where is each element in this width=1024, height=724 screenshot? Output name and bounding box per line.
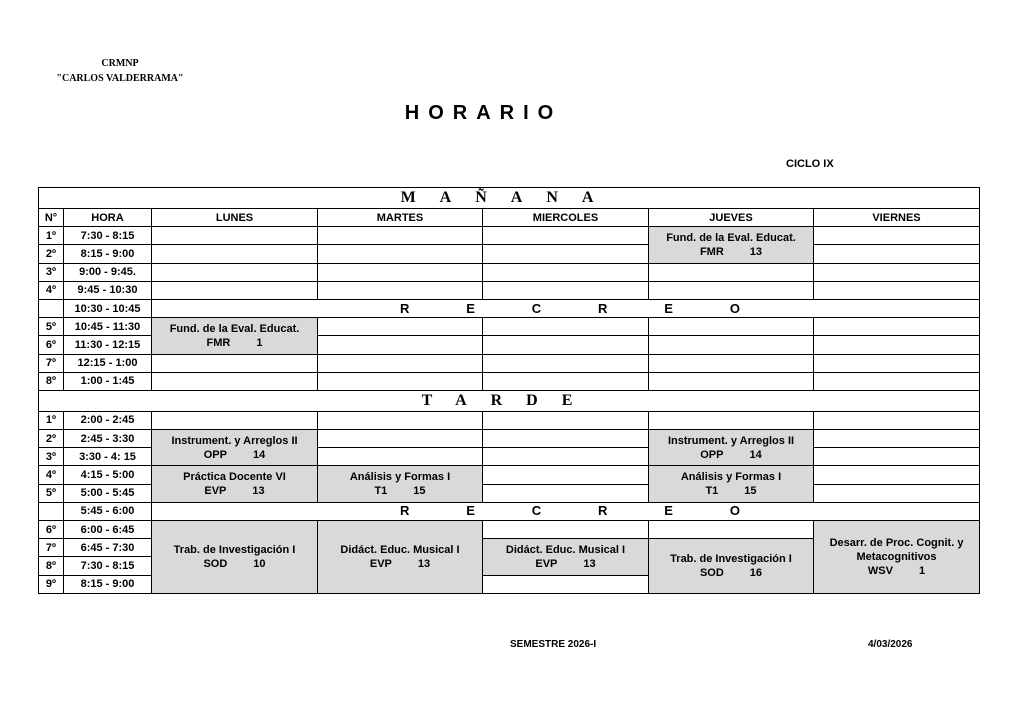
- column-header: MARTES: [318, 209, 483, 227]
- row-number: 2º: [39, 245, 64, 263]
- class-room: 1: [918, 564, 926, 577]
- class-cell-fri_desarr: [814, 521, 980, 594]
- class-room: 15: [744, 485, 757, 498]
- class-room: 15: [413, 485, 426, 498]
- class-name: Instrument. y Arreglos II: [667, 434, 795, 447]
- empty-cell: [318, 227, 483, 245]
- class-cell-thu_anal: [649, 466, 814, 502]
- row-time: 1:00 - 1:45: [64, 372, 152, 390]
- column-header: N°: [39, 209, 64, 227]
- empty-cell: [483, 430, 649, 448]
- empty-cell: [318, 430, 483, 448]
- empty-cell: [483, 448, 649, 466]
- row-number: 6º: [39, 521, 64, 539]
- recess-letter: E: [466, 503, 475, 519]
- class-name: Didáct. Educ. Musical I: [505, 543, 626, 556]
- row-time: 11:30 - 12:15: [64, 336, 152, 354]
- class-cell-mon_fund: [152, 318, 318, 354]
- class-room: 10: [253, 557, 266, 570]
- class-name: Práctica Docente VI: [183, 471, 286, 484]
- recess-letter: O: [729, 300, 740, 316]
- class-cell-thu_trab: [649, 539, 814, 594]
- class-details: [649, 484, 813, 498]
- empty-cell: [483, 318, 649, 336]
- class-cell-mon_instr: [152, 430, 318, 466]
- empty-cell: [483, 411, 649, 429]
- empty-cell: [152, 354, 318, 372]
- empty-cell: [483, 521, 649, 539]
- row-number: 4º: [39, 281, 64, 299]
- class-name: Análisis y Formas I: [349, 471, 451, 484]
- institution-acronym: CRMNP: [101, 58, 139, 69]
- class-room: 14: [252, 448, 266, 461]
- row-number: [39, 299, 64, 317]
- class-details: [152, 557, 317, 571]
- row-number: 8º: [39, 557, 64, 575]
- empty-cell: [483, 372, 649, 390]
- class-name: Trab. de Investigación I: [670, 552, 792, 565]
- empty-cell: [649, 263, 814, 281]
- empty-cell: [318, 336, 483, 354]
- class-teacher: T1: [374, 485, 388, 498]
- empty-cell: [483, 484, 649, 502]
- morning-section-header: MAÑANA: [39, 188, 980, 209]
- empty-cell: [483, 245, 649, 263]
- class-room: 1: [256, 336, 263, 349]
- empty-cell: [814, 484, 980, 502]
- empty-cell: [649, 372, 814, 390]
- row-time: 9:45 - 10:30: [64, 281, 152, 299]
- class-name: Instrument. y Arreglos II: [171, 434, 298, 447]
- class-name: Trab. de Investigación I: [173, 543, 296, 556]
- empty-cell: [814, 430, 980, 448]
- cycle-label: CICLO IX: [786, 158, 834, 170]
- class-cell-tue_anal: [318, 466, 483, 502]
- row-time: 10:30 - 10:45: [64, 299, 152, 317]
- row-time: 10:45 - 11:30: [64, 318, 152, 336]
- empty-cell: [483, 281, 649, 299]
- empty-cell: [483, 354, 649, 372]
- row-time: 5:00 - 5:45: [64, 484, 152, 502]
- schedule-table: [38, 187, 980, 594]
- class-teacher: FMR: [699, 245, 724, 258]
- row-number: 1º: [39, 411, 64, 429]
- class-room: 13: [417, 557, 431, 570]
- class-name: Didáct. Educ. Musical I: [340, 543, 460, 556]
- row-time: 6:00 - 6:45: [64, 521, 152, 539]
- row-time: 2:45 - 3:30: [64, 430, 152, 448]
- empty-cell: [318, 411, 483, 429]
- empty-cell: [483, 263, 649, 281]
- empty-cell: [649, 336, 814, 354]
- recess-letter: C: [531, 300, 542, 316]
- recess-letter: R: [400, 300, 410, 316]
- row-time: 3:30 - 4: 15: [64, 448, 152, 466]
- recess-label: [400, 302, 740, 316]
- empty-cell: [152, 227, 318, 245]
- recess-letter: R: [598, 503, 608, 519]
- class-details: [814, 564, 979, 578]
- row-time: 7:30 - 8:15: [64, 227, 152, 245]
- row-number: 4º: [39, 466, 64, 484]
- empty-cell: [814, 318, 980, 336]
- class-cell-tue_did: [318, 521, 483, 594]
- class-teacher: EVP: [369, 557, 392, 570]
- empty-cell: [483, 575, 649, 593]
- empty-cell: [152, 245, 318, 263]
- class-cell-mon_pract: [152, 466, 318, 502]
- row-time: 12:15 - 1:00: [64, 354, 152, 372]
- row-number: 3º: [39, 263, 64, 281]
- row-number: 8º: [39, 372, 64, 390]
- empty-cell: [814, 336, 980, 354]
- empty-cell: [649, 281, 814, 299]
- class-cell-mon_trab: [152, 521, 318, 594]
- column-header: VIERNES: [814, 209, 980, 227]
- class-details: [649, 566, 813, 580]
- row-number: 5º: [39, 484, 64, 502]
- empty-cell: [318, 263, 483, 281]
- class-details: [649, 448, 813, 462]
- empty-cell: [814, 411, 980, 429]
- empty-cell: [152, 281, 318, 299]
- empty-cell: [318, 318, 483, 336]
- empty-cell: [483, 227, 649, 245]
- empty-cell: [318, 354, 483, 372]
- empty-cell: [814, 281, 980, 299]
- empty-cell: [814, 227, 980, 245]
- institution-name: "CARLOS VALDERRAMA": [56, 73, 184, 84]
- recess-label: [400, 504, 740, 518]
- row-number: 9º: [39, 575, 64, 593]
- row-number: [39, 502, 64, 520]
- row-number: 3º: [39, 448, 64, 466]
- class-teacher: SOD: [699, 566, 724, 579]
- class-teacher: OPP: [700, 448, 724, 461]
- class-details: [318, 484, 482, 498]
- recess-letter: E: [466, 300, 475, 316]
- empty-cell: [814, 372, 980, 390]
- class-teacher: EVP: [204, 485, 227, 498]
- class-name: Fund. de la Eval. Educat.: [666, 231, 796, 244]
- column-header: LUNES: [152, 209, 318, 227]
- afternoon-section-header: TARDE: [39, 390, 980, 411]
- empty-cell: [814, 354, 980, 372]
- class-details: [318, 557, 482, 571]
- column-header: MIERCOLES: [483, 209, 649, 227]
- empty-cell: [152, 372, 318, 390]
- class-cell-thu_fund: [649, 227, 814, 263]
- empty-cell: [318, 245, 483, 263]
- column-header: HORA: [64, 209, 152, 227]
- empty-cell: [152, 263, 318, 281]
- class-name: Análisis y Formas I: [680, 471, 782, 484]
- class-teacher: FMR: [206, 336, 231, 349]
- semester-label: SEMESTRE 2026-I: [510, 639, 597, 650]
- class-name: Desarr. de Proc. Cognit. y Metacognitivos: [829, 536, 964, 563]
- row-time: 7:30 - 8:15: [64, 557, 152, 575]
- recess-row: [152, 299, 980, 317]
- class-details: [649, 245, 813, 259]
- class-room: 13: [749, 245, 763, 258]
- class-cell-wed_did: [483, 539, 649, 575]
- empty-cell: [649, 521, 814, 539]
- row-number: 5º: [39, 318, 64, 336]
- empty-cell: [814, 263, 980, 281]
- class-teacher: EVP: [535, 557, 558, 570]
- empty-cell: [318, 281, 483, 299]
- empty-cell: [814, 466, 980, 484]
- empty-cell: [152, 411, 318, 429]
- row-time: 2:00 - 2:45: [64, 411, 152, 429]
- row-number: 1º: [39, 227, 64, 245]
- empty-cell: [814, 448, 980, 466]
- class-room: 14: [749, 448, 762, 461]
- class-details: [152, 448, 317, 462]
- recess-letter: R: [400, 503, 410, 519]
- row-number: 7º: [39, 539, 64, 557]
- row-number: 7º: [39, 354, 64, 372]
- row-time: 8:15 - 9:00: [64, 245, 152, 263]
- class-name: Fund. de la Eval. Educat.: [169, 322, 300, 335]
- empty-cell: [483, 336, 649, 354]
- row-time: 4:15 - 5:00: [64, 466, 152, 484]
- class-room: 13: [583, 557, 596, 570]
- row-number: 2º: [39, 430, 64, 448]
- empty-cell: [649, 354, 814, 372]
- empty-cell: [649, 411, 814, 429]
- class-room: 13: [252, 485, 265, 498]
- date-label: 4/03/2026: [868, 639, 913, 650]
- class-details: [152, 336, 317, 350]
- class-room: 16: [749, 566, 763, 579]
- empty-cell: [814, 245, 980, 263]
- empty-cell: [318, 372, 483, 390]
- class-teacher: SOD: [203, 557, 228, 570]
- row-time: 8:15 - 9:00: [64, 575, 152, 593]
- class-details: [483, 557, 648, 571]
- row-number: 6º: [39, 336, 64, 354]
- class-teacher: WSV: [867, 564, 893, 577]
- column-header: JUEVES: [649, 209, 814, 227]
- empty-cell: [318, 448, 483, 466]
- class-teacher: T1: [705, 485, 719, 498]
- empty-cell: [483, 466, 649, 484]
- recess-letter: O: [729, 503, 740, 519]
- empty-cell: [649, 318, 814, 336]
- recess-letter: E: [664, 503, 673, 519]
- row-time: 9:00 - 9:45.: [64, 263, 152, 281]
- recess-row: [152, 502, 980, 520]
- page-title: HORARIO: [404, 102, 563, 124]
- class-cell-thu_instr: [649, 430, 814, 466]
- class-teacher: OPP: [203, 448, 227, 461]
- row-time: 6:45 - 7:30: [64, 539, 152, 557]
- row-time: 5:45 - 6:00: [64, 502, 152, 520]
- class-details: [152, 484, 317, 498]
- recess-letter: E: [664, 300, 673, 316]
- recess-letter: C: [531, 503, 542, 519]
- recess-letter: R: [598, 300, 608, 316]
